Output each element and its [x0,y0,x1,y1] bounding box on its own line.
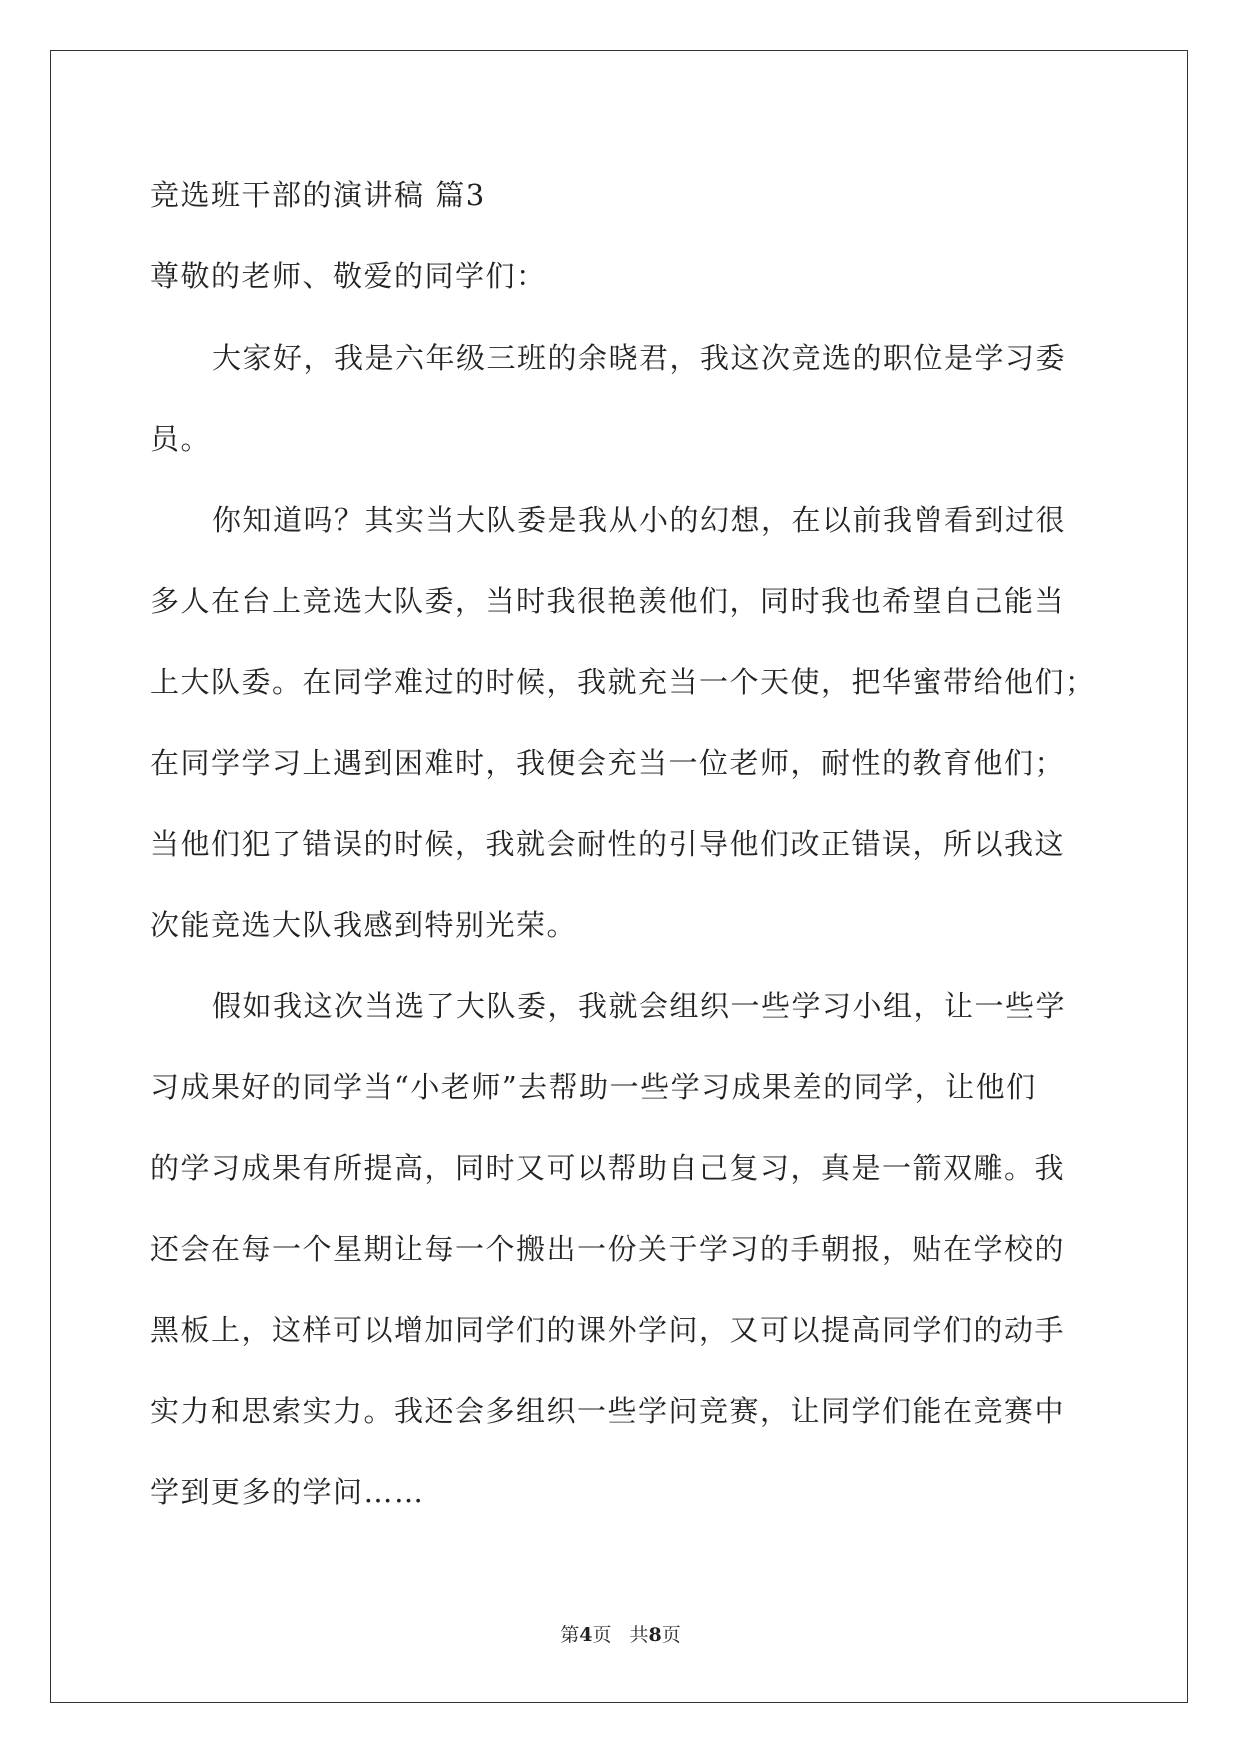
paragraph-1-line-2: 员。 [150,422,212,456]
footer-total-pages: 8 [648,1624,662,1646]
page-border [50,50,1188,1703]
document-title: 竞选班干部的演讲稿 篇3 [150,178,486,212]
footer-total-suffix: 页 [661,1624,681,1646]
paragraph-3-line-5: 黑板上，这样可以增加同学们的课外学问，又可以提高同学们的动手 [150,1313,1066,1347]
paragraph-3-line-1: 假如我这次当选了大队委，我就会组织一些学习小组，让一些学 [212,989,1067,1023]
footer-page-number: 4 [579,1624,593,1646]
page-footer [0,1623,1241,1647]
paragraph-2-line-6: 次能竞选大队我感到特别光荣。 [150,908,578,942]
paragraph-1-line-1: 大家好，我是六年级三班的余晓君，我这次竞选的职位是学习委 [212,341,1067,375]
footer-total-prefix: 共 [629,1624,649,1646]
paragraph-2-line-1: 你知道吗？其实当大队委是我从小的幻想，在以前我曾看到过很 [212,503,1067,537]
paragraph-3-line-6: 实力和思索实力。我还会多组织一些学问竞赛，让同学们能在竞赛中 [150,1394,1066,1428]
paragraph-3-line-3: 的学习成果有所提高，同时又可以帮助自己复习，真是一箭双雕。我 [150,1151,1066,1185]
paragraph-2-line-5: 当他们犯了错误的时候，我就会耐性的引导他们改正错误，所以我这 [150,827,1066,861]
paragraph-2-line-3: 上大队委。在同学难过的时候，我就充当一个天使，把华蜜带给他们； [150,665,1096,699]
paragraph-2-line-4: 在同学学习上遇到困难时，我便会充当一位老师，耐性的教育他们； [150,746,1066,780]
footer-page-suffix: 页 [592,1624,612,1646]
paragraph-2-line-2: 多人在台上竞选大队委，当时我很艳羡他们，同时我也希望自己能当 [150,584,1066,618]
footer-page-prefix: 第 [560,1624,580,1646]
salutation: 尊敬的老师、敬爱的同学们： [150,259,547,293]
paragraph-3-line-4: 还会在每一个星期让每一个搬出一份关于学习的手朝报，贴在学校的 [150,1232,1066,1266]
paragraph-3-line-2: 习成果好的同学当“小老师”去帮助一些学习成果差的同学，让他们 [150,1070,1037,1104]
paragraph-3-line-7: 学到更多的学问…… [150,1475,425,1509]
